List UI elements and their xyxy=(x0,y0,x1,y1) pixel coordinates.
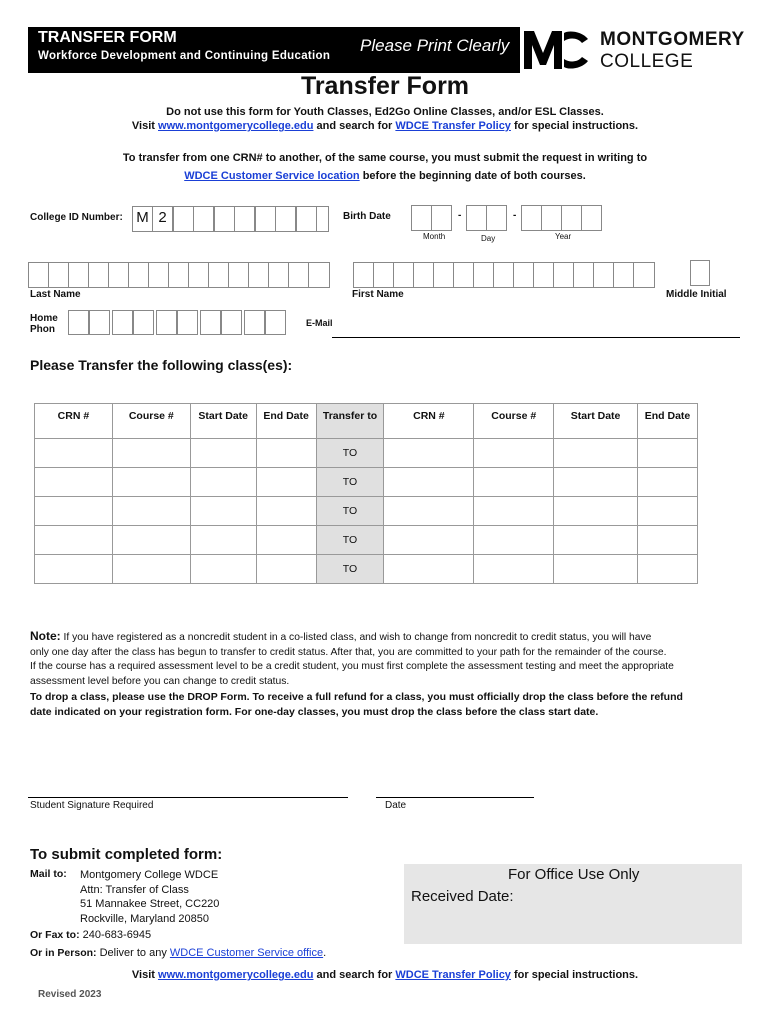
first-name-box[interactable] xyxy=(373,262,394,288)
customer-service-location-link[interactable]: WDCE Customer Service location xyxy=(184,170,360,182)
address-line: Attn: Transfer of Class xyxy=(80,883,189,896)
table-cell[interactable] xyxy=(638,497,698,526)
footer-website-link[interactable]: www.montgomerycollege.edu xyxy=(158,969,314,981)
mail-address xyxy=(80,868,219,926)
table-row xyxy=(35,468,698,497)
first-name-box[interactable] xyxy=(493,262,514,288)
first-name-box[interactable] xyxy=(573,262,594,288)
intro-line-1: Do not use this form for Youth Classes, Ed2Go Online Classes, and/or ESL Classes. xyxy=(166,106,604,118)
last-name-label: Last Name xyxy=(30,289,81,300)
column-header: End Date xyxy=(256,404,316,439)
fax-line xyxy=(30,929,151,941)
address-line: Rockville, Maryland 20850 xyxy=(80,912,210,925)
birth-month-box[interactable] xyxy=(411,205,432,231)
table-cell[interactable] xyxy=(35,526,113,555)
college-id-box[interactable] xyxy=(275,206,296,232)
column-header: Start Date xyxy=(554,404,638,439)
table-cell[interactable] xyxy=(384,468,474,497)
transfer-to-cell: TO xyxy=(316,468,384,497)
submit-heading: To submit completed form: xyxy=(30,846,223,863)
logo-name-montgomery: MONTGOMERY xyxy=(600,29,745,50)
drop-paragraph xyxy=(30,690,742,720)
table-cell[interactable] xyxy=(474,497,554,526)
table-cell[interactable] xyxy=(112,526,190,555)
table-cell[interactable] xyxy=(554,526,638,555)
transfer-to-cell: TO xyxy=(316,439,384,468)
home-phone-label: Home Phon xyxy=(30,313,58,335)
fax-label: Or Fax to: xyxy=(30,929,80,941)
intro-text: for special instructions. xyxy=(510,120,639,132)
phone-box[interactable] xyxy=(265,310,286,335)
table-cell[interactable] xyxy=(190,497,256,526)
birth-month-box[interactable] xyxy=(431,205,452,231)
college-id-box[interactable] xyxy=(255,206,276,232)
last-name-box[interactable] xyxy=(188,262,209,288)
phone-box[interactable] xyxy=(221,310,242,335)
classes-heading: Please Transfer the following class(es): xyxy=(30,357,293,373)
first-name-box[interactable] xyxy=(593,262,614,288)
table-cell[interactable] xyxy=(554,497,638,526)
table-cell[interactable] xyxy=(474,555,554,584)
last-name-box[interactable] xyxy=(108,262,129,288)
table-cell[interactable] xyxy=(190,439,256,468)
phone-box[interactable] xyxy=(177,310,198,335)
intro-line-3: To transfer from one CRN# to another, of the same course, you must submit the request in writing to xyxy=(122,152,648,164)
table-cell[interactable] xyxy=(474,439,554,468)
table-cell[interactable] xyxy=(384,497,474,526)
birth-day-box[interactable] xyxy=(486,205,507,231)
table-cell[interactable] xyxy=(256,555,316,584)
table-row xyxy=(35,439,698,468)
signature-line[interactable] xyxy=(28,797,348,798)
footer-text: for special instructions. xyxy=(510,969,639,981)
last-name-box[interactable] xyxy=(228,262,249,288)
transfer-to-cell: TO xyxy=(316,526,384,555)
first-name-box[interactable] xyxy=(353,262,374,288)
college-logo-icon xyxy=(522,27,590,73)
footer-visit-line xyxy=(0,969,770,981)
form-title: Transfer Form xyxy=(300,72,470,100)
table-cell[interactable] xyxy=(638,468,698,497)
table-cell[interactable] xyxy=(474,468,554,497)
intro-line-4 xyxy=(0,170,770,182)
email-field[interactable] xyxy=(332,337,740,338)
birth-date-label: Birth Date xyxy=(343,211,391,222)
intro-line-2 xyxy=(0,120,770,132)
column-header: End Date xyxy=(638,404,698,439)
table-cell[interactable] xyxy=(256,497,316,526)
address-line: 51 Mannakee Street, CC220 xyxy=(80,898,220,910)
transfer-to-cell: TO xyxy=(316,497,384,526)
table-cell[interactable] xyxy=(256,526,316,555)
table-cell[interactable] xyxy=(35,468,113,497)
phone-box[interactable] xyxy=(112,310,133,335)
in-person-line xyxy=(30,947,326,959)
column-header: CRN # xyxy=(384,404,474,439)
revised-date: Revised 2023 xyxy=(38,989,102,1000)
phone-box[interactable] xyxy=(156,310,177,335)
phone-box[interactable] xyxy=(200,310,221,335)
first-name-box[interactable] xyxy=(633,262,655,288)
last-name-box[interactable] xyxy=(68,262,89,288)
table-cell[interactable] xyxy=(112,468,190,497)
table-cell[interactable] xyxy=(554,468,638,497)
table-cell[interactable] xyxy=(35,439,113,468)
college-website-link[interactable]: www.montgomerycollege.edu xyxy=(158,120,314,132)
first-name-box[interactable] xyxy=(533,262,554,288)
date-label: Date xyxy=(385,800,407,811)
table-row xyxy=(35,555,698,584)
print-clearly-note: Please Print Clearly xyxy=(360,36,510,55)
table-cell[interactable] xyxy=(112,497,190,526)
note-text: If you have registered as a noncredit student in a co-listed class, and wish to change from noncredit to credit status, you will have xyxy=(60,632,652,643)
drop-text: To drop a class, please use the DROP Form. To receive a full refund for a class, you must officially drop the class before the refund xyxy=(30,691,683,703)
header-subtitle: Workforce Development and Continuing Education xyxy=(38,50,331,62)
first-name-box[interactable] xyxy=(453,262,474,288)
column-header: Start Date xyxy=(190,404,256,439)
last-name-box[interactable] xyxy=(148,262,169,288)
college-id-box[interactable]: M xyxy=(132,206,153,232)
table-cell[interactable] xyxy=(190,468,256,497)
day-label: Day xyxy=(481,234,496,243)
transfer-to-cell: TO xyxy=(316,555,384,584)
college-id-box[interactable]: 2 xyxy=(152,206,173,232)
note-text: If the course has a required assessment level to be a credit student, you must first complete the assessment testing and meet the appropriate xyxy=(30,661,674,672)
mail-label: Mail to: xyxy=(30,868,67,880)
in-person-text: . xyxy=(323,947,327,959)
first-name-label: First Name xyxy=(352,289,404,300)
table-cell[interactable] xyxy=(35,555,113,584)
month-label: Month xyxy=(423,232,446,241)
first-name-box[interactable] xyxy=(393,262,414,288)
note-paragraph xyxy=(30,629,742,689)
date-separator: - xyxy=(458,210,462,221)
footer-policy-link[interactable]: WDCE Transfer Policy xyxy=(395,969,511,981)
table-cell[interactable] xyxy=(474,526,554,555)
last-name-box[interactable] xyxy=(288,262,309,288)
table-header-row xyxy=(35,404,698,439)
date-line[interactable] xyxy=(376,797,534,798)
last-name-box[interactable] xyxy=(208,262,229,288)
birth-year-box[interactable] xyxy=(521,205,542,231)
college-id-box[interactable] xyxy=(234,206,255,232)
phone-box[interactable] xyxy=(244,310,265,335)
first-name-box[interactable] xyxy=(473,262,494,288)
table-row xyxy=(35,497,698,526)
footer-text: and search for xyxy=(313,969,396,981)
college-id-box[interactable] xyxy=(296,206,317,232)
office-use-box xyxy=(404,864,742,944)
last-name-box[interactable] xyxy=(168,262,189,288)
college-id-label: College ID Number: xyxy=(30,212,123,223)
intro-text: Visit xyxy=(131,120,159,132)
customer-service-office-link[interactable]: WDCE Customer Service office xyxy=(169,947,324,959)
birth-day-box[interactable] xyxy=(466,205,487,231)
college-id-box[interactable] xyxy=(214,206,235,232)
column-header: Course # xyxy=(112,404,190,439)
birth-year-box[interactable] xyxy=(581,205,602,231)
note-text: only one day after the class has begun to transfer to credit status. After that, you are committed to your path for the remainder of the course. xyxy=(30,646,667,658)
last-name-box[interactable] xyxy=(248,262,269,288)
last-name-box[interactable] xyxy=(128,262,149,288)
first-name-box[interactable] xyxy=(433,262,454,288)
middle-initial-label: Middle Initial xyxy=(666,289,727,300)
signature-label: Student Signature Required xyxy=(30,800,154,811)
middle-initial-box[interactable] xyxy=(690,260,710,286)
fax-number: 240-683-6945 xyxy=(82,929,152,941)
table-cell[interactable] xyxy=(190,526,256,555)
year-label: Year xyxy=(555,232,572,241)
last-name-box[interactable] xyxy=(48,262,69,288)
header-title: TRANSFER FORM xyxy=(38,29,177,46)
received-date-label: Received Date: xyxy=(411,888,514,905)
date-separator: - xyxy=(513,210,517,221)
column-header: CRN # xyxy=(35,404,113,439)
last-name-box[interactable] xyxy=(88,262,109,288)
birth-year-box[interactable] xyxy=(541,205,562,231)
table-cell[interactable] xyxy=(384,555,474,584)
table-cell[interactable] xyxy=(256,468,316,497)
table-cell[interactable] xyxy=(638,439,698,468)
in-person-label: Or in Person: xyxy=(30,947,97,959)
table-cell[interactable] xyxy=(554,439,638,468)
footer-text: Visit xyxy=(131,969,159,981)
table-cell[interactable] xyxy=(190,555,256,584)
table-cell[interactable] xyxy=(112,555,190,584)
drop-text: date indicated on your registration form. For one-day classes, you must drop the class before the class start date. xyxy=(30,706,599,718)
birth-year-box[interactable] xyxy=(561,205,582,231)
first-name-box[interactable] xyxy=(613,262,634,288)
intro-text: and search for xyxy=(313,120,396,132)
table-cell[interactable] xyxy=(638,555,698,584)
college-id-box[interactable] xyxy=(193,206,214,232)
first-name-box[interactable] xyxy=(513,262,534,288)
table-cell[interactable] xyxy=(35,497,113,526)
intro-text: before the beginning date of both courses. xyxy=(359,170,586,182)
last-name-box[interactable] xyxy=(308,262,330,288)
first-name-box[interactable] xyxy=(553,262,574,288)
table-cell[interactable] xyxy=(554,555,638,584)
in-person-text: Deliver to any xyxy=(99,947,170,959)
office-use-title: For Office Use Only xyxy=(508,866,640,883)
first-name-box[interactable] xyxy=(413,262,434,288)
transfer-table xyxy=(34,403,698,584)
table-cell[interactable] xyxy=(638,526,698,555)
last-name-box[interactable] xyxy=(268,262,289,288)
last-name-box[interactable] xyxy=(28,262,49,288)
transfer-policy-link[interactable]: WDCE Transfer Policy xyxy=(395,120,511,132)
note-text: assessment level before you can change to credit status. xyxy=(30,675,290,687)
table-cell[interactable] xyxy=(256,439,316,468)
table-cell[interactable] xyxy=(384,526,474,555)
table-row xyxy=(35,526,698,555)
table-cell[interactable] xyxy=(112,439,190,468)
email-label: E-Mail xyxy=(306,318,333,328)
logo-name-college: COLLEGE xyxy=(600,51,694,72)
phone-box[interactable] xyxy=(68,310,89,335)
table-cell[interactable] xyxy=(384,439,474,468)
college-id-box[interactable] xyxy=(173,206,194,232)
phone-box[interactable] xyxy=(89,310,110,335)
address-line: Montgomery College WDCE xyxy=(80,869,219,881)
college-id-box[interactable] xyxy=(316,206,329,232)
phone-box[interactable] xyxy=(133,310,154,335)
note-label: Note: xyxy=(30,629,61,643)
column-header: Transfer to xyxy=(316,404,384,439)
column-header: Course # xyxy=(474,404,554,439)
